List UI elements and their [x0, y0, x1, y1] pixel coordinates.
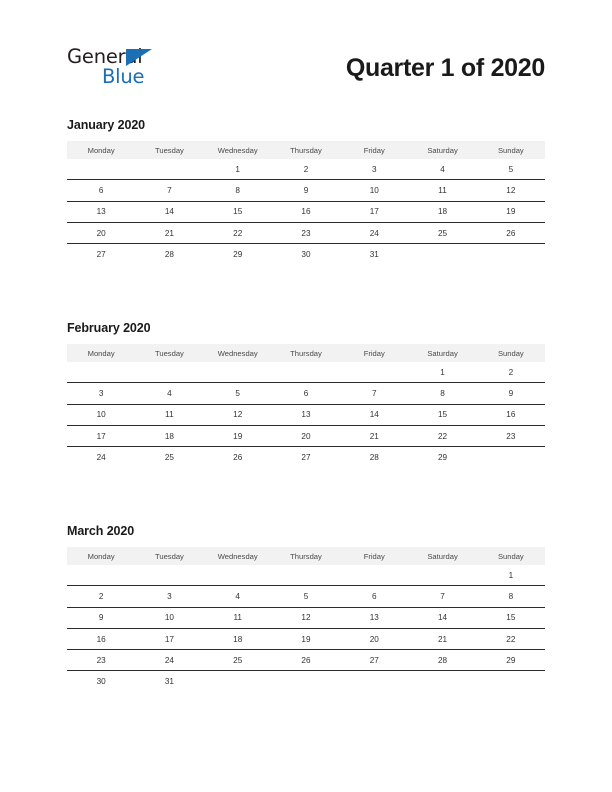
day-cell[interactable]: 6: [272, 383, 340, 404]
weekday-header-sunday: Sunday: [477, 141, 545, 159]
weekday-header-sunday: Sunday: [477, 344, 545, 362]
week-row: [67, 362, 545, 383]
week-row: [67, 404, 545, 425]
logo-text-blue: Blue: [102, 65, 145, 88]
day-cell[interactable]: 15: [204, 201, 272, 222]
day-cell[interactable]: 18: [204, 628, 272, 649]
month-block: [67, 118, 545, 264]
day-cell[interactable]: 24: [340, 222, 408, 243]
day-cell[interactable]: 30: [301, 249, 311, 259]
weekday-header-row: [67, 141, 545, 159]
day-cell[interactable]: 13: [67, 201, 135, 222]
day-cell-empty: [477, 447, 545, 468]
day-cell[interactable]: 17: [67, 425, 135, 446]
day-cell[interactable]: 14: [135, 201, 203, 222]
weekday-header-wednesday: Wednesday: [204, 344, 272, 362]
day-cell-empty: [135, 565, 203, 586]
weekday-header-monday: Monday: [67, 344, 135, 362]
day-cell[interactable]: 20: [340, 628, 408, 649]
day-cell[interactable]: 19: [272, 628, 340, 649]
day-cell-empty: [340, 671, 408, 692]
day-cell-empty: [477, 244, 545, 265]
day-cell[interactable]: 1: [408, 362, 476, 383]
page-header: [0, 0, 612, 110]
weekday-header-saturday: Saturday: [408, 344, 476, 362]
weekday-header-thursday: Thursday: [272, 547, 340, 565]
weekday-header-wednesday: Wednesday: [204, 547, 272, 565]
weekday-header-thursday: Thursday: [272, 344, 340, 362]
day-cell[interactable]: 29: [477, 650, 545, 671]
day-cell-empty: [408, 244, 476, 265]
month-calendar-table: [67, 344, 545, 467]
day-cell[interactable]: 8: [204, 180, 272, 201]
month-calendar-table: [67, 547, 545, 692]
day-cell[interactable]: 8: [408, 383, 476, 404]
triangle-icon: [126, 49, 152, 66]
general-blue-logo: [67, 46, 177, 92]
month-title: February 2020: [67, 321, 151, 335]
day-cell[interactable]: 12: [272, 607, 340, 628]
day-cell[interactable]: 19: [477, 201, 545, 222]
weekday-header-tuesday: Tuesday: [135, 141, 203, 159]
day-cell-empty: [67, 565, 135, 586]
month-block: [67, 321, 545, 467]
day-cell-empty: [204, 362, 272, 383]
day-cell[interactable]: 14: [340, 404, 408, 425]
day-cell[interactable]: 26: [233, 452, 243, 462]
day-cell[interactable]: 3: [135, 586, 203, 607]
day-cell[interactable]: 28: [164, 249, 174, 259]
weekday-header-thursday: Thursday: [272, 141, 340, 159]
day-cell-empty: [272, 671, 340, 692]
day-cell[interactable]: 18: [135, 425, 203, 446]
day-cell[interactable]: 5: [204, 383, 272, 404]
day-cell[interactable]: 12: [477, 180, 545, 201]
day-cell-empty: [204, 671, 272, 692]
day-cell[interactable]: 25: [408, 222, 476, 243]
day-cell[interactable]: 24: [135, 650, 203, 671]
day-cell[interactable]: 24: [96, 452, 106, 462]
day-cell[interactable]: 25: [164, 452, 174, 462]
day-cell[interactable]: 7: [340, 383, 408, 404]
day-cell[interactable]: 2: [272, 159, 340, 180]
day-cell[interactable]: 30: [96, 677, 106, 687]
day-cell[interactable]: 5: [477, 159, 545, 180]
day-cell[interactable]: 5: [272, 586, 340, 607]
day-cell-empty: [67, 159, 135, 180]
day-cell[interactable]: 3: [67, 383, 135, 404]
weekday-header-row: [67, 344, 545, 362]
day-cell[interactable]: 9: [477, 383, 545, 404]
weekday-header-monday: Monday: [67, 141, 135, 159]
day-cell-empty: [135, 362, 203, 383]
day-cell[interactable]: 28: [408, 650, 476, 671]
day-cell[interactable]: 16: [477, 404, 545, 425]
day-cell[interactable]: 21: [340, 425, 408, 446]
weekday-header-friday: Friday: [340, 344, 408, 362]
day-cell[interactable]: 28: [369, 452, 379, 462]
day-cell-empty: [272, 565, 340, 586]
day-cell[interactable]: 4: [135, 383, 203, 404]
day-cell[interactable]: 21: [408, 628, 476, 649]
weekday-header-wednesday: Wednesday: [204, 141, 272, 159]
day-cell-empty: [340, 565, 408, 586]
weekday-header-monday: Monday: [67, 547, 135, 565]
week-row: [67, 201, 545, 222]
day-cell[interactable]: 29: [437, 452, 448, 462]
day-cell-empty: [340, 362, 408, 383]
month-title: January 2020: [67, 118, 146, 132]
day-cell[interactable]: 12: [204, 404, 272, 425]
day-cell[interactable]: 11: [408, 180, 476, 201]
day-cell-empty: [67, 362, 135, 383]
day-cell[interactable]: 13: [340, 607, 408, 628]
day-cell[interactable]: 2: [67, 586, 135, 607]
month-title: March 2020: [67, 524, 135, 538]
week-row: [67, 425, 545, 446]
week-row: [67, 222, 545, 243]
day-cell[interactable]: 19: [204, 425, 272, 446]
day-cell[interactable]: 11: [135, 404, 203, 425]
day-cell[interactable]: 22: [204, 222, 272, 243]
day-cell[interactable]: 3: [340, 159, 408, 180]
day-cell[interactable]: 15: [408, 404, 476, 425]
day-cell[interactable]: 26: [477, 222, 545, 243]
day-cell[interactable]: 1: [477, 565, 545, 586]
day-cell[interactable]: 13: [272, 404, 340, 425]
day-cell[interactable]: 22: [408, 425, 476, 446]
day-cell-empty: [408, 565, 476, 586]
day-cell[interactable]: 10: [67, 404, 135, 425]
day-cell[interactable]: 21: [135, 222, 203, 243]
day-cell[interactable]: 20: [67, 222, 135, 243]
day-cell[interactable]: 16: [67, 628, 135, 649]
day-cell[interactable]: 7: [135, 180, 203, 201]
day-cell[interactable]: 4: [408, 159, 476, 180]
day-cell[interactable]: 10: [135, 607, 203, 628]
day-cell[interactable]: 17: [135, 628, 203, 649]
week-row: [67, 607, 545, 628]
day-cell[interactable]: 1: [204, 159, 272, 180]
week-row: [67, 159, 545, 180]
weekday-header-tuesday: Tuesday: [135, 547, 203, 565]
day-cell[interactable]: 23: [272, 222, 340, 243]
day-cell[interactable]: 20: [272, 425, 340, 446]
day-cell-empty: [477, 671, 545, 692]
day-cell[interactable]: 9: [67, 607, 135, 628]
day-cell[interactable]: 14: [408, 607, 476, 628]
week-row: [67, 650, 545, 671]
week-row: [67, 383, 545, 404]
day-cell[interactable]: 16: [272, 201, 340, 222]
month-calendar-table: [67, 141, 545, 264]
day-cell-empty: [272, 362, 340, 383]
day-cell-empty: [204, 565, 272, 586]
day-cell[interactable]: 17: [340, 201, 408, 222]
weekday-header-friday: Friday: [340, 141, 408, 159]
week-row: [67, 628, 545, 649]
week-row: [67, 180, 545, 201]
weekday-header-tuesday: Tuesday: [135, 344, 203, 362]
day-cell[interactable]: 22: [477, 628, 545, 649]
day-cell[interactable]: 10: [340, 180, 408, 201]
day-cell[interactable]: 29: [233, 249, 243, 259]
week-row: [67, 565, 545, 586]
day-cell[interactable]: 4: [204, 586, 272, 607]
weekday-header-sunday: Sunday: [477, 547, 545, 565]
day-cell[interactable]: 26: [272, 650, 340, 671]
day-cell[interactable]: 27: [301, 452, 311, 462]
week-row: [67, 447, 545, 468]
logo-text-general: General: [67, 45, 143, 68]
day-cell[interactable]: 6: [67, 180, 135, 201]
week-row: [67, 586, 545, 607]
day-cell[interactable]: 11: [204, 607, 272, 628]
weekday-header-row: [67, 547, 545, 565]
day-cell[interactable]: 15: [477, 607, 545, 628]
weekday-header-saturday: Saturday: [408, 141, 476, 159]
day-cell[interactable]: 7: [408, 586, 476, 607]
page-title: Quarter 1 of 2020: [345, 54, 545, 82]
day-cell[interactable]: 25: [204, 650, 272, 671]
day-cell[interactable]: 23: [67, 650, 135, 671]
month-block: [67, 524, 545, 692]
day-cell[interactable]: 18: [408, 201, 476, 222]
day-cell[interactable]: 2: [477, 362, 545, 383]
week-row: [67, 244, 545, 265]
weekday-header-saturday: Saturday: [408, 547, 476, 565]
day-cell[interactable]: 27: [340, 650, 408, 671]
day-cell[interactable]: 27: [96, 249, 106, 259]
day-cell[interactable]: 9: [272, 180, 340, 201]
day-cell[interactable]: 23: [477, 425, 545, 446]
day-cell[interactable]: 8: [477, 586, 545, 607]
day-cell-empty: [408, 671, 476, 692]
day-cell[interactable]: 31: [164, 677, 174, 687]
day-cell[interactable]: 6: [340, 586, 408, 607]
day-cell-empty: [135, 159, 203, 180]
week-row: [67, 671, 545, 692]
weekday-header-friday: Friday: [340, 547, 408, 565]
day-cell[interactable]: 31: [369, 249, 379, 259]
